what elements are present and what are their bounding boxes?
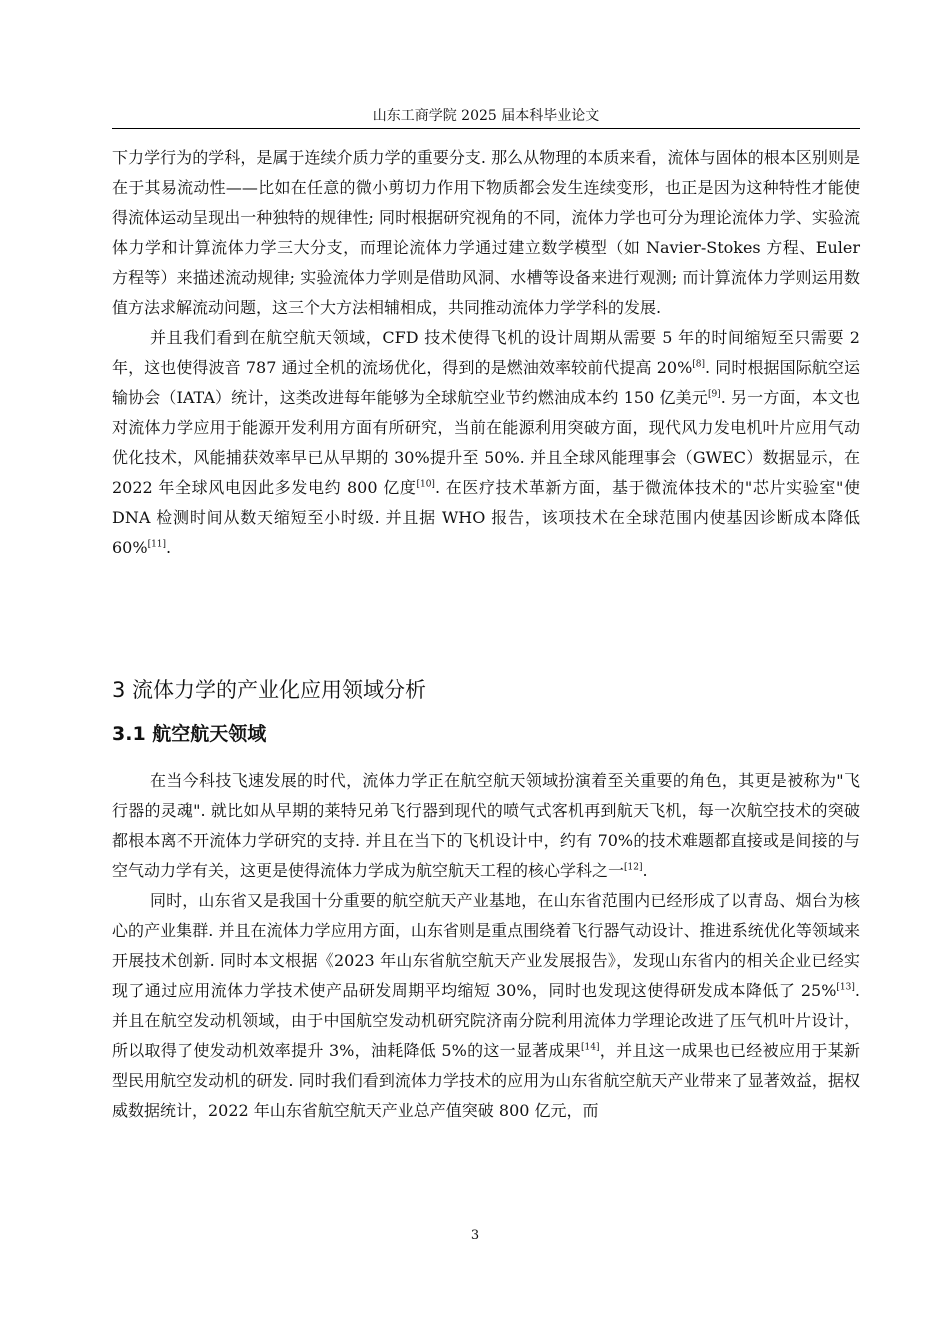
- paragraph-text: ，并且这一成果也已经被应用于某新型民用航空发动机的研发. 同时我们看到流体力学技术的应用为山东省航空航天产业带来了显著效益，据权威数据统计，2022 年山东省航空航天产业总产值突破 800 亿元，而: [112, 1041, 860, 1120]
- paragraph-text: 同时，山东省又是我国十分重要的航空航天产业基地，在山东省范围内已经形成了以青岛、烟台为核心的产业集群. 并且在流体力学应用方面，山东省则是重点围绕着飞行器气动设计、推进系统优化等领域来开展技术创新. 同时本文根据《2023 年山东省航空航天产业发展报告》，发现山东省内的相关企业已经实现了通过应用流体力学技术使产品研发周期平均缩短 30%，同时也发现这使得研发成本降低了 25%: [112, 891, 860, 1000]
- paragraph-text: .: [642, 861, 648, 880]
- running-header: 山东工商学院 2025 届本科毕业论文: [372, 108, 600, 124]
- citation-14: [14]: [581, 1042, 600, 1053]
- citation-10: [10]: [416, 479, 435, 490]
- citation-13: [13]: [836, 982, 855, 993]
- section-heading-3: 3 流体力学的产业化应用领域分析: [112, 678, 427, 702]
- citation-9: [9]: [707, 389, 721, 400]
- paragraph-text: . 在医疗技术革新方面，基于微流体技术的"芯片实验室"使 DNA 检测时间从数天缩短至小时级. 并且据 WHO 报告，该项技术在全球范围内使基因诊断成本降低 60%: [112, 478, 860, 557]
- paragraph-text: .: [166, 538, 172, 557]
- page-number: 3: [470, 1228, 480, 1243]
- citation-11: [11]: [147, 539, 167, 550]
- paragraph-aerospace-role: [112, 766, 860, 886]
- paragraph-fluid-mechanics-definition: 下力学行为的学科，是属于连续介质力学的重要分支. 那么从物理的本质来看，流体与固体的根本区别则是在于其易流动性——比如在任意的微小剪切力作用下物质都会发生连续变形，也正是因为这种特性才能使得流体运动呈现出一种独特的规律性; 同时根据研究视角的不同，流体力学也可分为理论流体力学、实验流体力学和计算流体力学三大分支，而理论流体力学通过建立数学模型（如 Navier-Stokes 方程、Euler 方程等）来描述流动规律; 实验流体力学则是借助风洞、水槽等设备来进行观测; 而计算流体力学则运用数值方法求解流动问题，这三个大方法相辅相成，共同推动流体力学学科的发展.: [112, 148, 860, 317]
- citation-12: [12]: [624, 862, 643, 873]
- paragraph-applications-overview: [112, 323, 860, 563]
- paragraph-text: 在当今科技飞速发展的时代，流体力学正在航空航天领域扮演着至关重要的角色，其更是被称为"飞行器的灵魂". 就比如从早期的莱特兄弟飞行器到现代的喷气式客机再到航天飞机，每一次航空技术的突破都根本离不开流体力学研究的支持. 并且在当下的飞机设计中，约有 70%的技术难题都直接或是间接的与空气动力学有关，这更是使得流体力学成为航空航天工程的核心学科之一: [112, 771, 860, 880]
- paragraph-shandong-aerospace: [112, 886, 860, 1126]
- paragraph-text: . 同时根据国际航空运输协会（IATA）统计，这类改进每年能够为全球航空业节约燃油成本约 150 亿美元: [112, 358, 860, 407]
- body-section-b: [112, 766, 860, 1126]
- paragraph-text: . 另一方面，本文也对流体力学应用于能源开发利用方面有所研究，当前在能源利用突破方面，现代风力发电机叶片应用气动优化技术，风能捕获效率早已从早期的 30%提升至 50%. 并且全球风能理事会（GWEC）数据显示，在 2022 年全球风电因此多发电约 800 亿度: [112, 388, 860, 497]
- paragraph-text: 并且我们看到在航空航天领域，CFD 技术使得飞机的设计周期从需要 5 年的时间缩短至只需要 2 年，这也使得波音 787 通过全机的流场优化，得到的是燃油效率较前代提高 20%: [112, 328, 860, 377]
- subsection-heading-3-1: 3.1 航空航天领域: [112, 723, 267, 745]
- body-section-a: [112, 143, 860, 563]
- header-rule: [112, 128, 860, 129]
- citation-8: [8]: [692, 359, 706, 370]
- paragraph-text: . 并且在航空发动机领域，由于中国航空发动机研究院济南分院利用流体力学理论改进了压气机叶片设计，所以取得了使发动机效率提升 3%，油耗降低 5%的这一显著成果: [112, 981, 860, 1060]
